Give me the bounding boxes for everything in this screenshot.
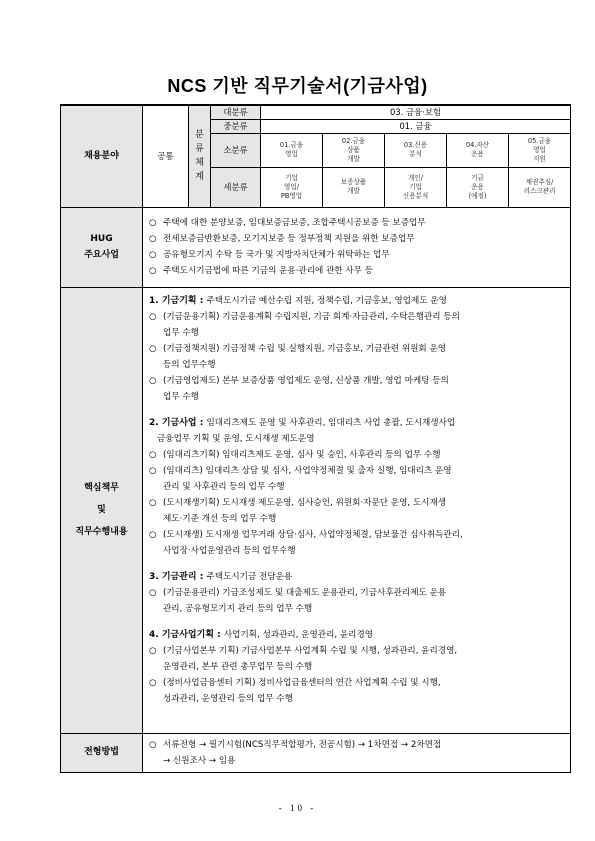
middle-label: 중분류 [211,119,261,133]
major-value: 03. 금융·보험 [261,105,571,119]
hug-item-3: ○ 공유형모기지 수탁 등 국가 및 지방자치단체가 위탁하는 업무 [147,247,562,263]
bullet-marker: ○ [149,529,157,540]
bullet-marker: ○ [149,677,157,688]
system-label-cell [189,105,211,207]
minor-item-1: 01.금융 영업 [261,133,323,167]
hug-item-4: ○ 주택도시기금법에 따른 기금의 운용·관리에 관한 사무 등 [147,263,562,279]
duty-section-heading: 2. 기금사업 : 임대리츠제도 운영 및 사후관리, 임대리츠 사업 총괄, 도시재생사업 금융업무 기획 및 운영, 도시재생 제도운영 [149,417,456,444]
field-label: 채용분야 [61,105,143,207]
bullet-marker: ○ [149,497,157,508]
duty-item-2-3: ○ (도시재생기획) 도시재생 제도운영, 심사승인, 위원회·자문단 운영, 도시재생 제도·기준 개선 등의 업무 수행 [147,495,562,527]
duty-item-4-2: ○ (정비사업금융센터 기획) 정비사업금융센터의 연간 사업계획 수립 및 시행, 성과관리, 운영관리 등의 업무 수행 [147,675,562,707]
bullet-marker: ○ [149,218,157,228]
minor-item-5: 05.금융 영업 지원 [509,133,571,167]
bullet-marker: ○ [149,343,157,354]
duties-content [143,287,571,733]
bullet-marker: ○ [149,375,157,386]
major-label: 대분류 [211,105,261,119]
detail-label: 세분류 [211,167,261,207]
duty-item-3-1: ○ (기금운용관리) 기금조성제도 및 대출제도 운용관리, 기금사후관리제도 운용 관리, 공유형모기지 관리 등의 업무 수행 [147,585,562,617]
detail-item-2: 보증상품 개발 [323,167,385,207]
bullet-marker: ○ [149,645,157,656]
middle-value: 01. 금융 [261,119,571,133]
minor-label: 소분류 [211,133,261,167]
bullet-marker: ○ [149,250,157,260]
duty-item-4-1: ○ (기금사업본부 기획) 기금사업본부 사업계획 수립 및 시행, 성과관리, 윤리경영, 운영관리, 본부 관련 총무업무 등의 수행 [147,643,562,675]
bullet-marker: ○ [149,449,157,460]
hug-label: HUG 주요사업 [61,207,143,287]
minor-item-4: 04.자산 운용 [447,133,509,167]
page-number: - 10 - [278,803,317,813]
detail-item-5: 채권추심/ 리스크관리 [509,167,571,207]
minor-item-3: 03.신용 분석 [385,133,447,167]
bullet-marker: ○ [149,739,157,750]
bullet-marker: ○ [149,234,157,244]
job-description-table [60,104,571,773]
bullet-marker: ○ [149,587,157,598]
bullet-marker: ○ [149,311,157,322]
hug-item-2: ○ 전세보증금반환보증, 모기지보증 등 정부정책 지원을 위한 보증업무 [147,231,562,247]
system-label: 분 류 체 계 [195,130,204,183]
duty-section-heading: 4. 기금사업기획 : 사업기획, 성과관리, 운영관리, 윤리경영 [149,629,374,640]
duty-item-2-4: ○ (도시재생) 도시재생 업무거래 상담·심사, 사업약정체결, 담보물건 심사취득관리, 사업장·사업운영관리 등의 업무수행 [147,527,562,559]
bullet-marker: ○ [149,266,157,276]
duty-item-1-1: ○ (기금운용기획) 기금운용계획 수립지원, 기금 회계·자금관리, 수탁은행관리 등의 업무 수행 [147,309,562,341]
duty-item-1-2: ○ (기금정책지원) 기금정책 수립 및 실행지원, 기금홍보, 기금관련 위원회 운영 등의 업무수행 [147,341,562,373]
process-content [143,733,571,772]
duties-label: 핵심책무 및 직무수행내용 [61,287,143,733]
duty-section-heading: 3. 기금관리 : 주택도시기금 전담운용 [149,571,293,582]
detail-item-3: 개인/ 기업 신용분석 [385,167,447,207]
hug-item-1: ○ 주택에 대한 분양보증, 임대보증금보증, 조합주택시공보증 등 보증업무 [147,215,562,231]
duty-item-2-1: ○ (임대리츠기획) 임대리츠제도 운영, 심사 및 승인, 사후관리 등의 업무 수행 [147,447,562,463]
hug-items [143,207,571,287]
minor-item-2: 02.금융 상품 개발 [323,133,385,167]
duty-item-1-3: ○ (기금영업제도) 본부 보증상품 영업제도 운영, 신상품 개발, 영업 마케팅 등의 업무 수행 [147,373,562,405]
duty-section-heading: 1. 기금기획 : 주택도시기금 예산수립 지원, 정책수립, 기금홍보, 영업제도 운영 [149,295,447,306]
page-title: NCS 기반 직무기술서(기금사업) [167,76,428,96]
field-value: 공통 [143,105,189,207]
process-label: 전형방법 [61,733,143,772]
duty-item-2-2: ○ (임대리츠) 임대리츠 상담 및 심사, 사업약정체결 및 출자 실행, 임대리츠 운영 관리 및 사후관리 등의 업무 수행 [147,463,562,495]
process-steps: ○ 서류전형 → 필기시험(NCS직무적합평가, 전공시험) → 1차면접 → 2차면접 → 신원조사 → 임용 [147,737,562,769]
detail-item-1: 기업 영업/ PB영업 [261,167,323,207]
detail-item-4: 기금 운용 (예정) [447,167,509,207]
bullet-marker: ○ [149,465,157,476]
